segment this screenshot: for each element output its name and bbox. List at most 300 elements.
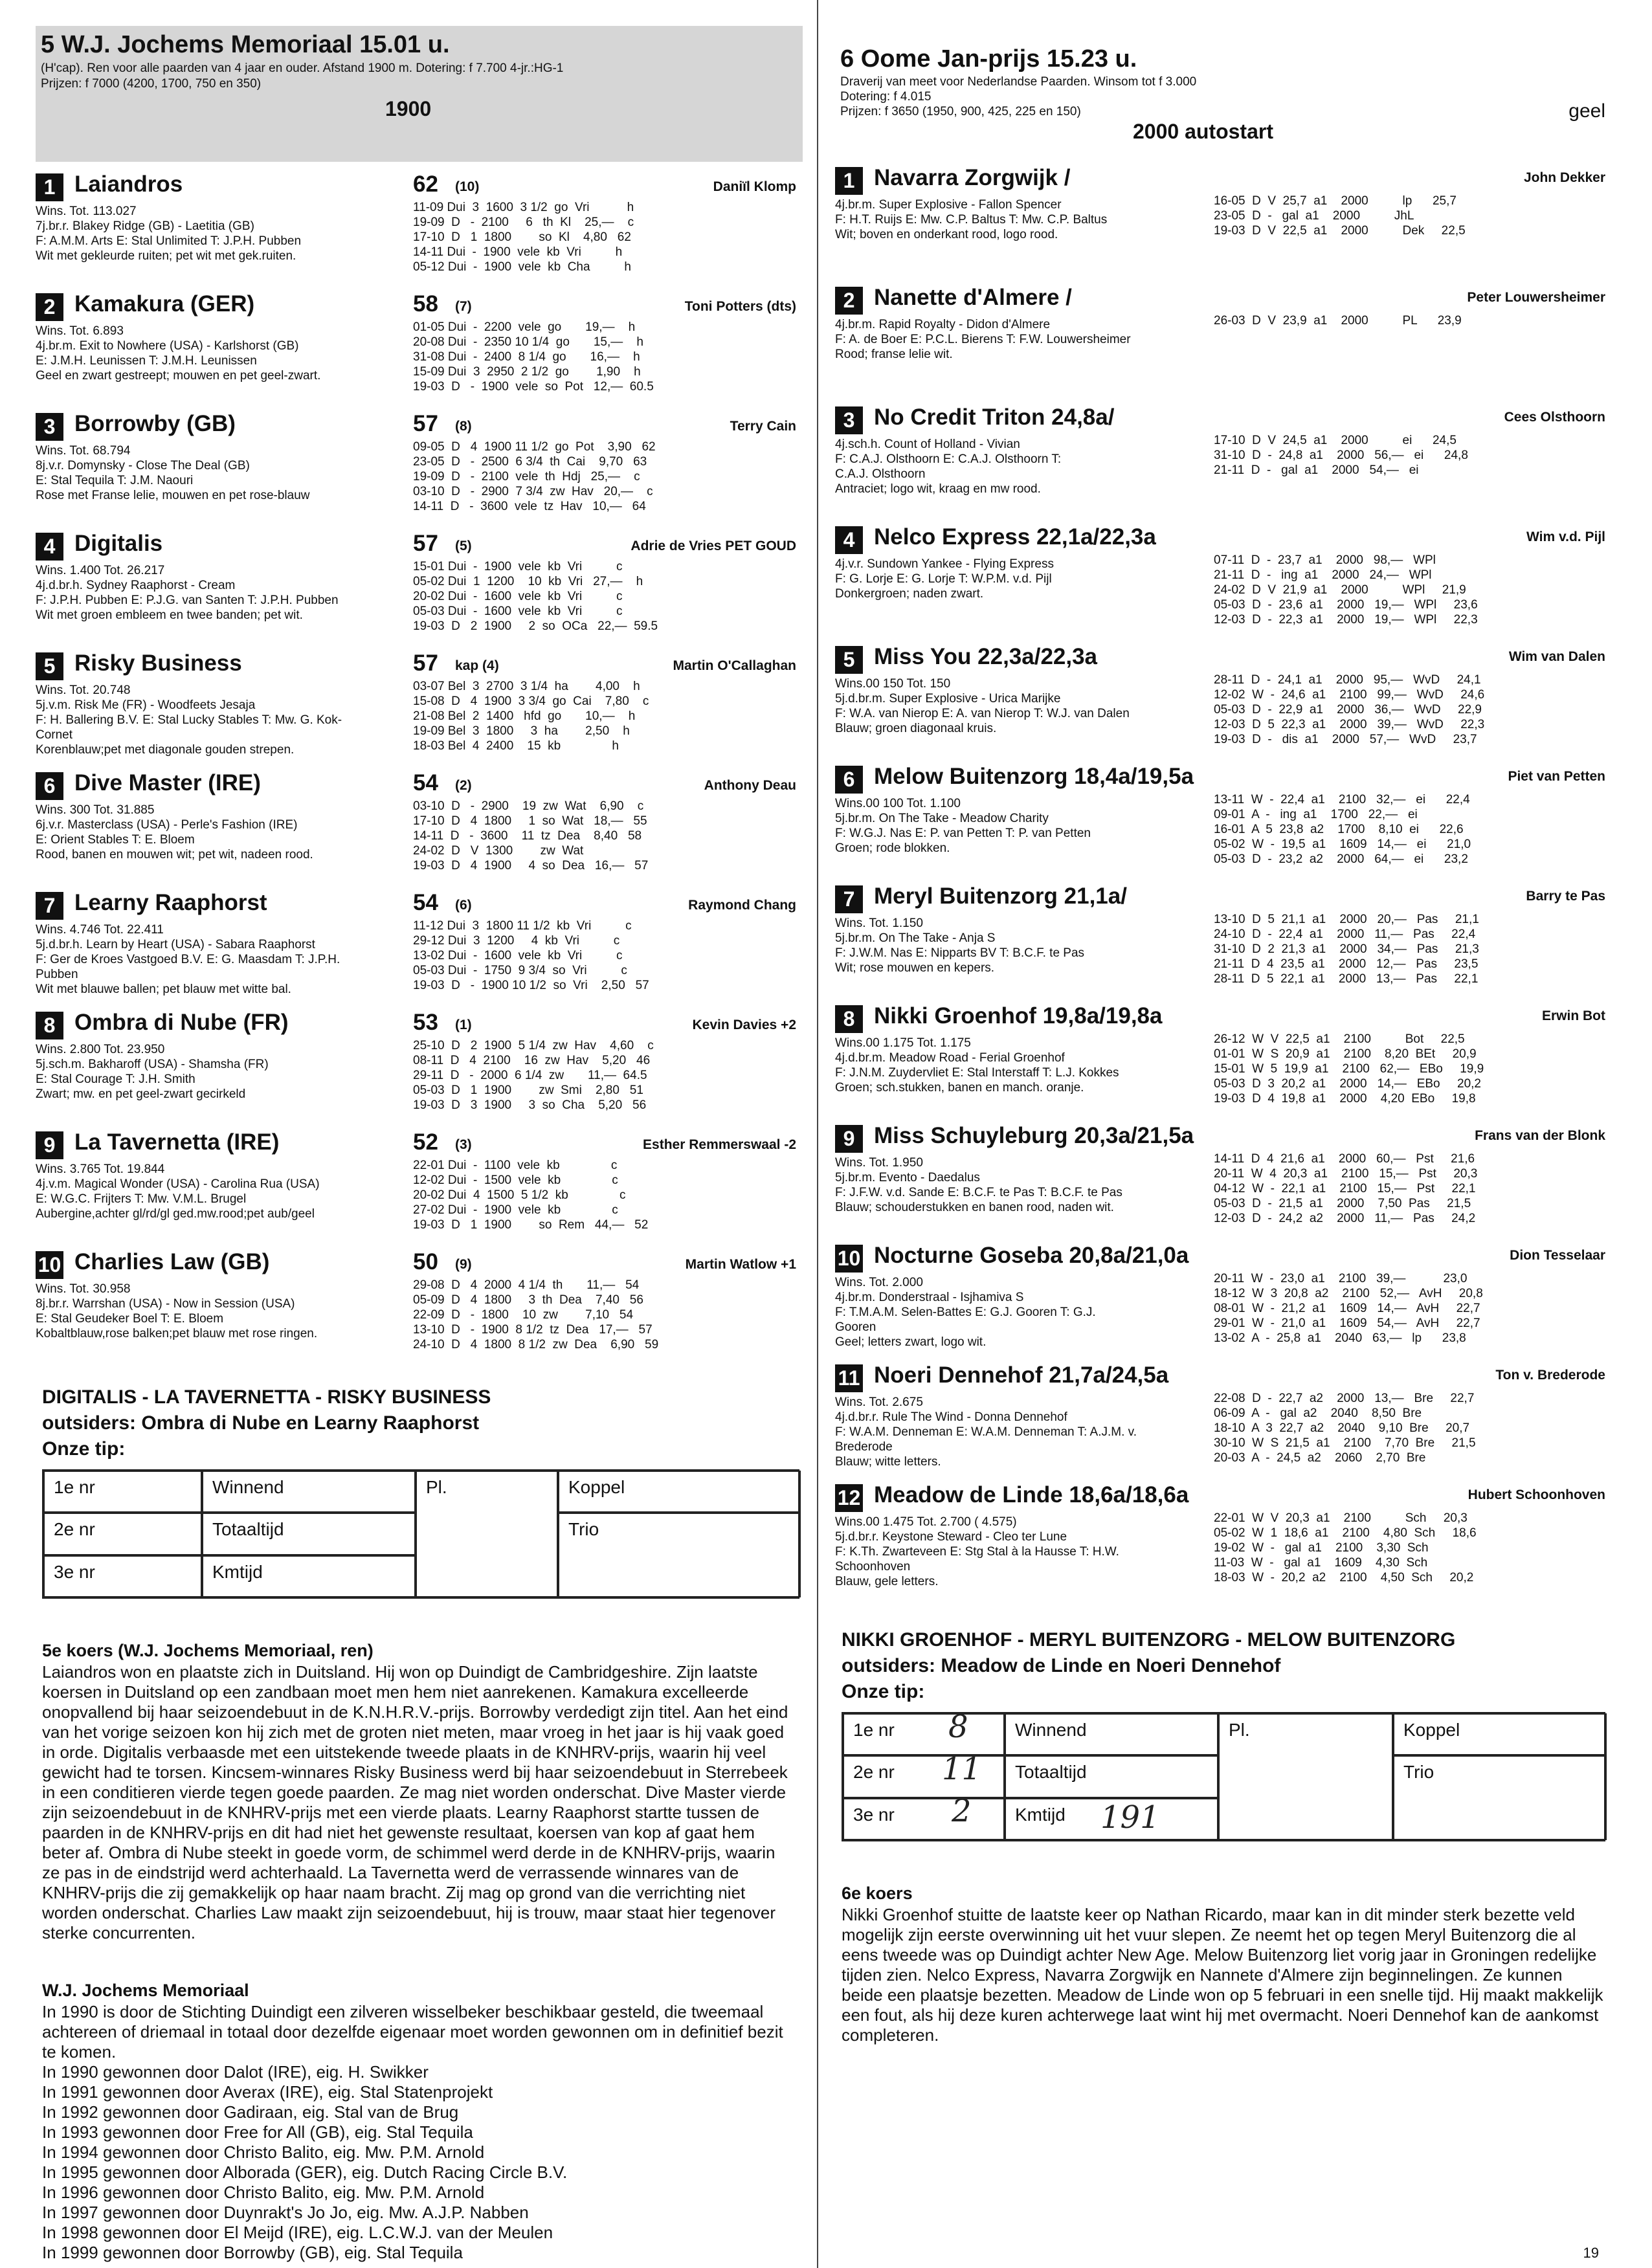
form-table bbox=[1214, 1032, 1484, 1106]
horse-draw: (8) bbox=[455, 419, 472, 434]
horse-info-line: Geel; letters zwart, logo wit. bbox=[835, 1335, 987, 1349]
horse-info-line: Wins. Tot. 6.893 bbox=[36, 324, 124, 338]
tip-row-2-label: 2e nr bbox=[43, 1513, 202, 1555]
horse-info-line: 5j.sch.m. Bakharoff (USA) - Shamsha (FR) bbox=[36, 1058, 269, 1071]
tip-winnend: Winnend bbox=[202, 1471, 416, 1513]
race-5-conditions: (H'cap). Ren voor alle paarden van 4 jaar en ouder. Afstand 1900 m. Dotering: f 7.700 4-jr.:HG-1 bbox=[41, 61, 564, 75]
horse-name: La Tavernetta (IRE) bbox=[74, 1129, 280, 1155]
form-row: 14-11 Dui - 1900 vele kb Vri h bbox=[413, 245, 623, 259]
form-row: 29-11 D - 2000 6 1/4 zw 11,— 64.5 bbox=[413, 1069, 647, 1082]
form-row: 24-10 D 4 1800 8 1/2 zw Dea 6,90 59 bbox=[413, 1338, 659, 1351]
form-table bbox=[413, 439, 656, 514]
horse-entry bbox=[835, 764, 1612, 874]
horse-entry bbox=[835, 1362, 1612, 1473]
form-row: 29-12 Dui 3 1200 4 kb Vri c bbox=[413, 934, 620, 948]
horse-name: Ombra di Nube (FR) bbox=[74, 1010, 289, 1035]
form-row: 12-03 D - 22,3 a1 2000 19,— WPl 22,3 bbox=[1214, 613, 1478, 627]
jockey-name: Anthony Deau bbox=[704, 778, 796, 793]
horse-name: Learny Raaphorst bbox=[74, 890, 267, 915]
horse-info-line: Donkergroen; naden zwart. bbox=[835, 587, 984, 601]
horse-info bbox=[36, 1162, 320, 1221]
tip-koppel: Koppel bbox=[1393, 1713, 1607, 1755]
horse-name: Laiandros bbox=[74, 172, 183, 197]
form-row: 23-05 D - gal a1 2000 JhL bbox=[1214, 209, 1414, 223]
form-row: 18-03 W - 20,2 a2 2100 4,50 Sch 20,2 bbox=[1214, 1571, 1474, 1584]
horse-number: 10 bbox=[835, 1245, 863, 1273]
form-row: 11-12 Dui 3 1800 11 1/2 kb Vri c bbox=[413, 919, 632, 933]
form-row: 13-02 Dui - 1600 vele kb Vri c bbox=[413, 949, 623, 962]
form-table bbox=[1214, 1151, 1477, 1226]
horse-info-line: 4j.v.r. Sundown Yankee - Flying Express bbox=[835, 557, 1054, 571]
horse-info-line: Wit; rose mouwen en kepers. bbox=[835, 961, 995, 975]
driver-name: Piet van Petten bbox=[1508, 769, 1605, 784]
form-row: 19-03 D - 1900 vele so Pot 12,— 60.5 bbox=[413, 380, 654, 394]
form-row: 18-03 Bel 4 2400 15 kb h bbox=[413, 739, 619, 753]
race-5-distance: 1900 bbox=[385, 97, 432, 120]
horse-info-line: 4j.sch.h. Count of Holland - Vivian bbox=[835, 438, 1020, 451]
form-row: 24-10 D - 22,4 a1 2000 11,— Pas 22,4 bbox=[1214, 928, 1476, 941]
horse-entry bbox=[835, 884, 1612, 994]
horse-name: Nikki Groenhof 19,8a/19,8a bbox=[874, 1003, 1163, 1028]
form-row: 29-01 W - 21,0 a1 1609 54,— AvH 22,7 bbox=[1214, 1317, 1480, 1330]
jockey-name: Raymond Chang bbox=[688, 898, 796, 913]
jockey-name: Adrie de Vries PET GOUD bbox=[631, 539, 796, 553]
race-5-prizes: Prijzen: f 7000 (4200, 1700, 750 en 350) bbox=[41, 77, 262, 91]
horse-name: Nocturne Goseba 20,8a/21,0a bbox=[874, 1243, 1189, 1268]
horse-weight: 57 bbox=[413, 411, 438, 436]
horse-draw: (2) bbox=[455, 778, 472, 793]
horse-info bbox=[835, 317, 1131, 362]
form-row: 05-12 Dui - 1900 vele kb Cha h bbox=[413, 260, 631, 274]
form-row: 13-10 D - 1900 8 1/2 tz Dea 17,— 57 bbox=[413, 1323, 653, 1337]
horse-info-line: E: Stal Geudeker Boel T: E. Bloem bbox=[36, 1312, 224, 1326]
horse-info-line: F: H.T. Ruijs E: Mw. C.P. Baltus T: Mw. C.P. Baltus bbox=[835, 213, 1108, 227]
jockey-name: Martin O'Callaghan bbox=[673, 658, 796, 673]
horse-info-line: Rood; franse lelie wit. bbox=[835, 348, 953, 361]
horse-info-line: Aubergine,achter gl/rd/gl ged.mw.rood;pet aub/geel bbox=[36, 1207, 315, 1221]
form-row: 19-03 D 3 1900 3 so Cha 5,20 56 bbox=[413, 1098, 647, 1112]
form-row: 09-05 D 4 1900 11 1/2 go Pot 3,90 62 bbox=[413, 440, 656, 454]
horse-number: 6 bbox=[835, 766, 863, 794]
horse-info-line: 5j.d.br.h. Learn by Heart (USA) - Sabara Raaphorst bbox=[36, 938, 315, 951]
horse-number: 5 bbox=[36, 652, 63, 680]
tip-trio: Trio bbox=[1393, 1755, 1607, 1840]
horse-weight: 57 bbox=[413, 531, 438, 556]
form-table bbox=[1214, 194, 1466, 238]
horse-info-line: E: Stal Tequila T: J.M. Naouri bbox=[36, 474, 194, 487]
horse-draw: (6) bbox=[455, 898, 472, 913]
driver-name: Peter Louwersheimer bbox=[1467, 290, 1605, 305]
horse-info-line: Schoonhoven bbox=[835, 1560, 911, 1573]
form-row: 19-09 D - 2100 vele th Hdj 25,— c bbox=[413, 470, 640, 484]
form-row: 18-10 A 3 22,7 a2 2040 9,10 Bre 20,7 bbox=[1214, 1421, 1470, 1435]
horse-number: 8 bbox=[835, 1005, 863, 1033]
horse-info-line: Blauw; groen diagonaal kruis. bbox=[835, 722, 997, 735]
horse-info-line: 4j.d.br.r. Rule The Wind - Donna Dennehof bbox=[835, 1410, 1067, 1424]
horse-draw: (5) bbox=[455, 539, 472, 553]
winner-line: In 1992 gewonnen door Gadiraan, eig. Stal van de Brug bbox=[42, 2102, 459, 2122]
race-5-header bbox=[36, 26, 803, 162]
form-row: 09-01 A - ing a1 1700 22,— ei bbox=[1214, 808, 1418, 821]
race-6-distance: 2000 autostart bbox=[1133, 120, 1273, 143]
tip-winnend: Winnend bbox=[1005, 1713, 1218, 1755]
race-5-tip-form bbox=[42, 1469, 799, 1599]
horse-info-line: 4j.v.m. Magical Wonder (USA) - Carolina Rua (USA) bbox=[36, 1177, 320, 1191]
horse-info-line: E: J.M.H. Leunissen T: J.M.H. Leunissen bbox=[36, 354, 257, 368]
race-6-prizes: Prijzen: f 3650 (1950, 900, 425, 225 en 150) bbox=[840, 105, 1081, 118]
jockey-name: Kevin Davies +2 bbox=[692, 1017, 796, 1032]
horse-name: No Credit Triton 24,8a/ bbox=[874, 405, 1115, 430]
form-row: 17-10 D V 24,5 a1 2000 ei 24,5 bbox=[1214, 434, 1457, 447]
horse-name: Nelco Express 22,1a/22,3a bbox=[874, 524, 1156, 550]
horse-info bbox=[835, 676, 1130, 736]
horse-draw: (9) bbox=[455, 1257, 472, 1272]
horse-info bbox=[835, 557, 1054, 601]
horse-info-line: Groen; sch.stukken, banen en manch. oranje. bbox=[835, 1081, 1084, 1095]
horse-name: Borrowby (GB) bbox=[74, 411, 236, 436]
form-row: 18-12 W 3 20,8 a2 2100 52,— AvH 20,8 bbox=[1214, 1287, 1483, 1300]
form-table bbox=[413, 679, 649, 753]
horse-name: Dive Master (IRE) bbox=[74, 770, 261, 795]
race-5-tip-label: Onze tip: bbox=[42, 1438, 126, 1460]
tip-trio: Trio bbox=[558, 1513, 801, 1597]
horse-info-line: 4j.br.m. Rapid Royalty - Didon d'Almere bbox=[835, 318, 1051, 331]
form-row: 08-11 D 4 2100 16 zw Hav 5,20 46 bbox=[413, 1054, 651, 1067]
jockey-name: Esther Remmerswaal -2 bbox=[643, 1137, 796, 1152]
horse-name: Meryl Buitenzorg 21,1a/ bbox=[874, 884, 1127, 909]
horse-info-line: Wins. Tot. 20.748 bbox=[36, 684, 131, 697]
driver-name: Wim v.d. Pijl bbox=[1526, 529, 1605, 544]
form-row: 15-08 D 4 1900 3 3/4 go Cai 7,80 c bbox=[413, 695, 649, 708]
horse-info-line: 4j.br.m. Donderstraal - Isjhamiva S bbox=[835, 1291, 1024, 1304]
form-row: 17-10 D 4 1800 1 so Wat 18,— 55 bbox=[413, 814, 647, 828]
horse-info-line: Geel en zwart gestreept; mouwen en pet geel-zwart. bbox=[36, 369, 321, 383]
horse-name: Meadow de Linde 18,6a/18,6a bbox=[874, 1482, 1189, 1507]
horse-entry bbox=[36, 650, 799, 761]
horse-name: Digitalis bbox=[74, 531, 163, 556]
horse-info bbox=[36, 922, 340, 997]
horse-entry bbox=[36, 1010, 799, 1120]
horse-info-line: F: J.W.M. Nas E: Nipparts BV T: B.C.F. te Pas bbox=[835, 946, 1085, 960]
form-table bbox=[413, 320, 654, 394]
horse-entry bbox=[36, 1129, 799, 1240]
horse-info-line: Rood, banen en mouwen wit; pet wit, nadeen rood. bbox=[36, 848, 313, 862]
horse-number: 7 bbox=[835, 885, 863, 913]
horse-entry bbox=[835, 644, 1612, 754]
tip-kmtijd: Kmtijd bbox=[1005, 1798, 1218, 1840]
race-5-history-intro: In 1990 is door de Stichting Duindigt een zilveren wisselbeker beschikbaar gesteld, die tweemaal achtereen of driemaal in totaal door dezelfde eigenaar moet worden gewonnen om in definitief bezit te komen. bbox=[42, 2002, 783, 2062]
form-row: 16-01 A 5 23,8 a2 1700 8,10 ei 22,6 bbox=[1214, 823, 1464, 836]
horse-info-line: Wins. 4.746 Tot. 22.411 bbox=[36, 923, 164, 937]
form-row: 08-01 W - 21,2 a1 1609 14,— AvH 22,7 bbox=[1214, 1302, 1480, 1315]
horse-info-line: 5j.br.m. On The Take - Anja S bbox=[835, 931, 996, 945]
horse-info bbox=[835, 1515, 1119, 1589]
race-5-title: 5 W.J. Jochems Memoriaal 15.01 u. bbox=[41, 31, 450, 58]
race-5-winners-list bbox=[42, 2062, 796, 2263]
form-row: 24-02 D V 21,9 a1 2000 WPl 21,9 bbox=[1214, 583, 1466, 597]
race-6-outsiders: outsiders: Meadow de Linde en Noeri Dennehof bbox=[842, 1655, 1281, 1676]
horse-info-line: F: A.M.M. Arts E: Stal Unlimited T: J.P.H. Pubben bbox=[36, 234, 302, 248]
horse-draw: (3) bbox=[455, 1137, 472, 1152]
race-6-header bbox=[835, 26, 1612, 162]
form-row: 28-11 D 5 22,1 a1 2000 13,— Pas 22,1 bbox=[1214, 972, 1479, 986]
horse-info-line: Wins. Tot. 2.000 bbox=[835, 1276, 923, 1289]
horse-weight: 54 bbox=[413, 890, 438, 915]
race-5-article-title: 5e koers (W.J. Jochems Memoriaal, ren) bbox=[42, 1641, 374, 1660]
form-row: 31-10 D - 24,8 a1 2000 56,— ei 24,8 bbox=[1214, 449, 1468, 462]
driver-name: Frans van der Blonk bbox=[1475, 1128, 1605, 1143]
horse-info-line: Wins. 2.800 Tot. 23.950 bbox=[36, 1043, 165, 1056]
horse-number: 3 bbox=[835, 406, 863, 434]
jockey-name: Martin Watlow +1 bbox=[685, 1257, 796, 1272]
form-row: 01-05 Dui - 2200 vele go 19,— h bbox=[413, 320, 636, 334]
form-row: 31-10 D 2 21,3 a1 2000 34,— Pas 21,3 bbox=[1214, 942, 1479, 956]
horse-info-line: Blauw; schouderstukken en banen rood, naden wit. bbox=[835, 1201, 1114, 1214]
tip-totaaltijd: Totaaltijd bbox=[202, 1513, 416, 1555]
form-row: 05-02 Dui 1 1200 10 kb Vri 27,— h bbox=[413, 575, 643, 588]
tip-row-1-label: 1e nr bbox=[43, 1471, 202, 1513]
form-row: 25-10 D 2 1900 5 1/4 zw Hav 4,60 c bbox=[413, 1039, 654, 1052]
form-row: 05-03 Dui - 1600 vele kb Vri c bbox=[413, 605, 623, 618]
form-row: 19-03 D 2 1900 2 so OCa 22,— 59.5 bbox=[413, 619, 658, 633]
form-row: 05-02 W - 19,5 a1 1609 14,— ei 21,0 bbox=[1214, 838, 1471, 851]
driver-name: Hubert Schoonhoven bbox=[1468, 1487, 1605, 1502]
horse-entry bbox=[835, 1243, 1612, 1353]
horse-info-line: 5j.v.m. Risk Me (FR) - Woodfeets Jesaja bbox=[36, 698, 256, 712]
form-row: 05-03 D - 22,9 a1 2000 36,— WvD 22,9 bbox=[1214, 703, 1482, 717]
form-row: 24-02 D V 1300 zw Wat bbox=[413, 844, 584, 858]
form-row: 13-10 D 5 21,1 a1 2000 20,— Pas 21,1 bbox=[1214, 913, 1479, 926]
form-table bbox=[1214, 673, 1484, 747]
driver-name: Cees Olsthoorn bbox=[1504, 410, 1605, 425]
race-6-selection: NIKKI GROENHOF - MERYL BUITENZORG - MELOW BUITENZORG bbox=[842, 1629, 1456, 1651]
form-row: 20-02 Dui 4 1500 5 1/2 kb c bbox=[413, 1188, 626, 1202]
horse-entry bbox=[835, 1482, 1612, 1592]
race-6-column bbox=[835, 0, 1612, 2268]
winner-line: In 1999 gewonnen door Borrowby (GB), eig. Stal Tequila bbox=[42, 2243, 463, 2262]
form-row: 19-03 D 4 19,8 a1 2000 4,20 EBo 19,8 bbox=[1214, 1092, 1476, 1106]
form-row: 01-01 W S 20,9 a1 2100 8,20 BEt 20,9 bbox=[1214, 1047, 1477, 1061]
driver-name: Dion Tesselaar bbox=[1510, 1248, 1605, 1263]
winner-line: In 1998 gewonnen door El Meijd (IRE), eig. L.C.W.J. van der Meulen bbox=[42, 2223, 553, 2242]
form-row: 19-03 D - dis a1 2000 57,— WvD 23,7 bbox=[1214, 733, 1477, 746]
horse-info-line: F: W.A. van Nierop E: A. van Nierop T: W.J. van Dalen bbox=[835, 707, 1130, 720]
form-row: 31-08 Dui - 2400 8 1/4 go 16,— h bbox=[413, 350, 640, 364]
form-table bbox=[1214, 1511, 1477, 1585]
tip-totaaltijd: Totaaltijd bbox=[1005, 1755, 1218, 1797]
horse-info-line: 5j.d.br.m. Super Explosive - Urica Marijke bbox=[835, 692, 1061, 706]
horse-info bbox=[835, 1036, 1119, 1095]
form-row: 19-09 D - 2100 6 th Kl 25,— c bbox=[413, 216, 634, 229]
form-row: 04-12 W - 22,1 a1 2100 15,— Pst 22,1 bbox=[1214, 1182, 1476, 1195]
form-row: 19-03 D V 22,5 a1 2000 Dek 22,5 bbox=[1214, 224, 1466, 238]
horse-number: 9 bbox=[36, 1131, 63, 1159]
form-row: 23-05 D - 2500 6 3/4 th Cai 9,70 63 bbox=[413, 455, 647, 469]
form-table bbox=[1214, 313, 1462, 328]
horse-entry bbox=[835, 1003, 1612, 1113]
race-6-color: geel bbox=[1568, 100, 1605, 122]
driver-name: Barry te Pas bbox=[1526, 889, 1605, 904]
horse-info bbox=[835, 1155, 1122, 1215]
horse-info-line: Kobaltblauw,rose balken;pet blauw met rose ringen. bbox=[36, 1327, 318, 1340]
form-row: 21-08 Bel 2 1400 hfd go 10,— h bbox=[413, 709, 636, 723]
horse-info bbox=[835, 1275, 1096, 1350]
horse-info-line: Wins. 300 Tot. 31.885 bbox=[36, 803, 155, 817]
race-5-outsiders: outsiders: Ombra di Nube en Learny Raaphorst bbox=[42, 1412, 480, 1434]
horse-info-line: Wins.00 100 Tot. 1.100 bbox=[835, 797, 961, 810]
form-row: 05-02 W 1 18,6 a1 2100 4,80 Sch 18,6 bbox=[1214, 1526, 1477, 1540]
form-table bbox=[413, 918, 649, 993]
horse-weight: 54 bbox=[413, 770, 438, 795]
horse-number: 1 bbox=[36, 173, 63, 201]
tip-row-3-label: 3e nr bbox=[43, 1555, 202, 1597]
tip-row-2-label: 2e nr bbox=[843, 1755, 1005, 1797]
horse-draw: (1) bbox=[455, 1017, 472, 1032]
horse-number: 4 bbox=[835, 526, 863, 554]
horse-number: 7 bbox=[36, 892, 63, 920]
form-row: 03-07 Bel 3 2700 3 1/4 ha 4,00 h bbox=[413, 680, 640, 693]
horse-entry bbox=[36, 890, 799, 1000]
horse-info bbox=[36, 443, 309, 503]
horse-info bbox=[36, 803, 313, 862]
race-6-article bbox=[842, 1884, 1605, 2045]
horse-name: Kamakura (GER) bbox=[74, 291, 255, 317]
tip-row-3-label: 3e nr bbox=[843, 1798, 1005, 1840]
form-row: 22-09 D - 1800 10 zw 7,10 54 bbox=[413, 1308, 634, 1322]
tip-pl: Pl. bbox=[1218, 1713, 1393, 1840]
form-row: 15-01 W 5 19,9 a1 2100 62,— EBo 19,9 bbox=[1214, 1062, 1484, 1076]
horse-info-line: 5j.br.m. Evento - Daedalus bbox=[835, 1171, 980, 1184]
form-row: 28-11 D - 24,1 a1 2000 95,— WvD 24,1 bbox=[1214, 673, 1481, 687]
form-row: 19-09 Bel 3 1800 3 ha 2,50 h bbox=[413, 724, 630, 738]
form-table bbox=[1214, 1391, 1476, 1465]
form-row: 16-05 D V 25,7 a1 2000 lp 25,7 bbox=[1214, 194, 1457, 208]
horse-entry bbox=[36, 770, 799, 880]
form-table bbox=[1214, 792, 1471, 867]
horse-name: Melow Buitenzorg 18,4a/19,5a bbox=[874, 764, 1194, 789]
horse-name: Noeri Dennehof 21,7a/24,5a bbox=[874, 1362, 1169, 1388]
form-row: 14-11 D 4 21,6 a1 2000 60,— Pst 21,6 bbox=[1214, 1152, 1475, 1166]
horse-info-line: 4j.br.m. Exit to Nowhere (USA) - Karlshorst (GB) bbox=[36, 339, 299, 353]
horse-info bbox=[36, 563, 339, 623]
jockey-name: Terry Cain bbox=[730, 419, 796, 434]
horse-name: Miss Schuyleburg 20,3a/21,5a bbox=[874, 1123, 1194, 1148]
form-row: 05-03 D - 23,2 a2 2000 64,— ei 23,2 bbox=[1214, 852, 1468, 866]
horse-number: 10 bbox=[36, 1251, 63, 1279]
form-table bbox=[413, 200, 634, 274]
form-row: 20-11 W - 23,0 a1 2100 39,— 23,0 bbox=[1214, 1272, 1468, 1285]
form-row: 30-10 W S 21,5 a1 2100 7,70 Bre 21,5 bbox=[1214, 1436, 1476, 1450]
form-row: 15-01 Dui - 1900 vele kb Vri c bbox=[413, 560, 623, 573]
horse-entry bbox=[835, 165, 1612, 275]
form-row: 05-09 D 4 1800 3 th Dea 7,40 56 bbox=[413, 1293, 643, 1307]
horse-info-line: Zwart; mw. en pet geel-zwart gecirkeld bbox=[36, 1087, 246, 1101]
winner-line: In 1991 gewonnen door Averax (IRE), eig. Stal Statenprojekt bbox=[42, 2082, 493, 2102]
horse-name: Navarra Zorgwijk / bbox=[874, 165, 1071, 190]
horse-name: Risky Business bbox=[74, 650, 242, 676]
form-row: 21-11 D - gal a1 2000 54,— ei bbox=[1214, 463, 1419, 477]
handwritten-first: 8 bbox=[948, 1709, 968, 1745]
form-row: 21-11 D 4 23,5 a1 2000 12,— Pas 23,5 bbox=[1214, 957, 1479, 971]
horse-info-line: 7j.br.r. Blakey Ridge (GB) - Laetitia (GB) bbox=[36, 219, 254, 233]
horse-info-line: F: G. Lorje E: G. Lorje T: W.P.M. v.d. Pijl bbox=[835, 572, 1052, 586]
horse-info-line: Wins. 3.765 Tot. 19.844 bbox=[36, 1162, 165, 1176]
horse-info-line: 4j.d.br.m. Meadow Road - Ferial Groenhof bbox=[835, 1051, 1065, 1065]
tip-koppel: Koppel bbox=[558, 1471, 801, 1513]
form-row: 07-11 D - 23,7 a1 2000 98,— WPl bbox=[1214, 553, 1436, 567]
horse-info-line: Groen; rode blokken. bbox=[835, 841, 950, 855]
horse-info-line: Wins. Tot. 113.027 bbox=[36, 205, 137, 218]
horse-info-line: Wit met blauwe ballen; pet blauw met witte bal. bbox=[36, 983, 291, 996]
horse-number: 2 bbox=[36, 293, 63, 321]
form-row: 03-10 D - 2900 7 3/4 zw Hav 20,— c bbox=[413, 485, 653, 498]
form-row: 20-02 Dui - 1600 vele kb Vri c bbox=[413, 590, 623, 603]
horse-entry bbox=[835, 285, 1612, 395]
tip-kmtijd: Kmtijd bbox=[202, 1555, 416, 1597]
horse-info-line: Brederode bbox=[835, 1440, 893, 1454]
form-row: 20-08 Dui - 2350 10 1/4 go 15,— h bbox=[413, 335, 643, 349]
horse-weight: 57 bbox=[413, 650, 438, 676]
horse-name: Charlies Law (GB) bbox=[74, 1249, 270, 1274]
form-row: 19-03 D 4 1900 4 so Dea 16,— 57 bbox=[413, 859, 649, 873]
horse-info-line: F: C.A.J. Olsthoorn E: C.A.J. Olsthoorn T: bbox=[835, 452, 1062, 466]
form-table bbox=[413, 1158, 648, 1232]
horse-info-line: Wins.00 1.175 Tot. 1.175 bbox=[835, 1036, 971, 1050]
winner-line: In 1995 gewonnen door Alborada (GER), eig. Dutch Racing Circle B.V. bbox=[42, 2162, 568, 2182]
form-table bbox=[1214, 433, 1468, 478]
horse-info-line: Wins.00 1.475 Tot. 2.700 ( 4.575) bbox=[835, 1515, 1017, 1529]
horse-entry bbox=[835, 1123, 1612, 1233]
horse-info bbox=[835, 1395, 1137, 1469]
form-row: 05-03 Dui - 1750 9 3/4 so Vri c bbox=[413, 964, 627, 977]
horse-entry bbox=[36, 1249, 799, 1359]
horse-info-line: F: W.G.J. Nas E: P. van Petten T: P. van Petten bbox=[835, 827, 1091, 840]
form-row: 17-10 D 1 1800 so Kl 4,80 62 bbox=[413, 230, 631, 244]
horse-info-line: E: Stal Courage T: J.H. Smith bbox=[36, 1073, 195, 1086]
horse-name: Nanette d'Almere / bbox=[874, 285, 1072, 310]
horse-info-line: F: J.F.W. v.d. Sande E: B.C.F. te Pas T: B.C.F. te Pas bbox=[835, 1186, 1122, 1199]
page-number: 19 bbox=[1583, 2245, 1599, 2261]
horse-info bbox=[36, 204, 301, 263]
form-row: 26-03 D V 23,9 a1 2000 PL 23,9 bbox=[1214, 314, 1462, 328]
horse-number: 5 bbox=[835, 646, 863, 674]
race-5-article-text: Laiandros won en plaatste zich in Duitsland. Hij won op Duindigt de Cambridgeshire. Zijn laatste koersen in Duitsland op een zandbaan moet men hem niet aanrekenen. Kamakura excelleerde onopvallend bij haar seizoendebuut in de K.N.H.R.V.-prijs. Borrowby verdedigt zijn titel. Aan het eind van het vorige seizoen kon hij zich met de groten niet meten, maar vroeg in het jaar is hij vaak goed in orde. Digitalis verbaasde met een uitstekende tweede plaats in de KNHRV-prijs, waarin hij veel gewicht had te torsen. Kincsem-winnares Risky Business werd bij haar seizoendebuut in Sterrebeek in een conditieren vierde tegen goede paarden. Ze mag niet worden onderschat. Dive Master vierde zijn seizoendebuut in de KNHRV-prijs met een vierde plaats. Learny Raaphorst startte tussen de paarden in de KNHRV-prijs en dit had niet het gewenste resultaat, koersen van kop af gaat hem beter af. Ombra di Nube steekt in goede vorm, de schimmel werd derde in de KNHRV-prijs, waarin ze pas in de eindstrijd werd achterhaald. La Tavernetta werd de verrassende winnares van de KNHRV-prijs die zij gemakkelijk op haar naam bracht. Zij mag op grond van die verrichting niet worden onderschat. Charlies Law maakt zijn seizoendebuut, hij is trouw, maar staat hier tegenover sterke concurrenten. bbox=[42, 1662, 788, 1942]
horse-number: 12 bbox=[835, 1484, 863, 1512]
horse-info-line: Wins.00 150 Tot. 150 bbox=[835, 677, 951, 691]
horse-info bbox=[835, 197, 1107, 242]
horse-entry bbox=[36, 291, 799, 401]
horse-name: Miss You 22,3a/22,3a bbox=[874, 644, 1098, 669]
horse-info-line: 5j.d.br.r. Keystone Steward - Cleo ter Lune bbox=[835, 1530, 1067, 1544]
horse-info bbox=[835, 916, 1084, 975]
horse-info-line: Wit met gekleurde ruiten; pet wit met gek.ruiten. bbox=[36, 249, 296, 263]
driver-name: Wim van Dalen bbox=[1508, 649, 1605, 664]
horse-info bbox=[835, 437, 1061, 496]
form-row: 11-09 Dui 3 1600 3 1/2 go Vri h bbox=[413, 201, 634, 214]
driver-name: Erwin Bot bbox=[1542, 1008, 1605, 1023]
horse-weight: 58 bbox=[413, 291, 438, 317]
form-row: 14-11 D - 3600 11 tz Dea 8,40 58 bbox=[413, 829, 642, 843]
horse-info-line: Wins. 1.400 Tot. 26.217 bbox=[36, 564, 165, 577]
handwritten-second: 11 bbox=[942, 1751, 982, 1787]
horse-weight: 52 bbox=[413, 1129, 438, 1155]
horse-info-line: F: J.P.H. Pubben E: P.J.G. van Santen T: J.P.H. Pubben bbox=[36, 594, 339, 607]
horse-info-line: F: K.Th. Zwarteveen E: Stg Stal à la Hausse T: H.W. bbox=[835, 1545, 1119, 1559]
race-6-title: 6 Oome Jan-prijs 15.23 u. bbox=[840, 45, 1137, 72]
race-6-article-text: Nikki Groenhof stuitte de laatste keer op Nathan Ricardo, maar kan in dit minder sterk bezette veld mogelijk zijn eerste overwinning uit het vuur slepen. Ze neemt het op tegen Meryl Buitenzorg die al eens tweede was op Duindigt achter New Age. Melow Buitenzorg liet vorig jaar in Groningen redelijke tijden zien. Nelco Express, Navarra Zorgwijk en Nannete d'Almere zijn beginnelingen. Ze kunnen beide een plaatsje bezetten. Meadow de Linde won op 5 februari in een snelle tijd. Hij maakt makkelijk een fout, als hij deze kuren achterwege laat wint hij met overmacht. Noeri Dennehof kan de aankomst completeren. bbox=[842, 1905, 1603, 2045]
horse-info-line: Blauw; witte letters. bbox=[835, 1455, 941, 1469]
driver-name: Ton v. Brederode bbox=[1495, 1368, 1605, 1383]
